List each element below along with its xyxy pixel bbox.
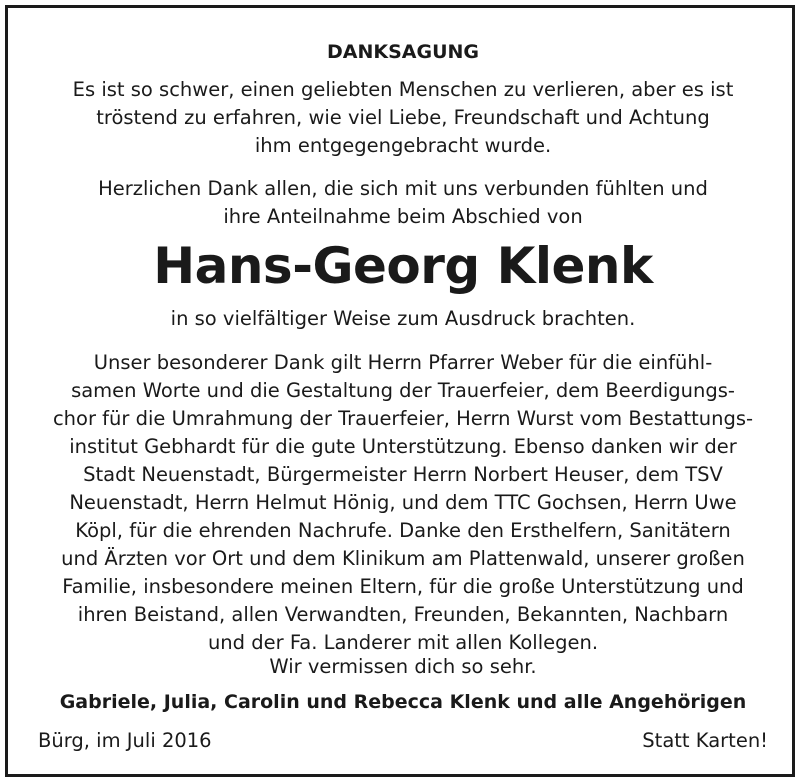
intro-paragraph xyxy=(32,76,774,160)
special-thanks-line: und Ärzten vor Ort und dem Klinikum am Plattenwald, unserer großen xyxy=(61,547,745,570)
special-thanks-line: Neuenstadt, Herrn Helmut Hönig, und dem TTC Gochsen, Herrn Uwe xyxy=(69,491,737,514)
special-thanks-line: und der Fa. Landerer mit allen Kollegen. xyxy=(207,631,599,654)
special-thanks-line: Köpl, für die ehrenden Nachrufe. Danke den Ersthelfern, Sanitätern xyxy=(75,519,731,542)
place-date: Bürg, im Juli 2016 xyxy=(38,729,212,752)
no-cards-note: Statt Karten! xyxy=(642,729,768,752)
special-thanks-line: Stadt Neuenstadt, Bürgermeister Herrn Norbert Heuser, dem TSV xyxy=(83,463,723,486)
notice-heading: DANKSAGUNG xyxy=(326,41,479,63)
obituary-notice xyxy=(8,8,798,780)
after-name-line: in so vielfältiger Weise zum Ausdruck brachten. xyxy=(170,307,636,330)
special-thanks-line: ihren Beistand, allen Verwandten, Freunden, Bekannten, Nachbarn xyxy=(77,603,729,626)
thanks-paragraph xyxy=(32,175,774,231)
special-thanks-line: Unser besonderer Dank gilt Herrn Pfarrer Weber für die einfühl- xyxy=(93,351,713,374)
after-name-paragraph xyxy=(32,305,774,333)
intro-line: ihm entgegengebracht wurde. xyxy=(254,134,552,157)
signature-line: Gabriele, Julia, Carolin und Rebecca Klenk und alle Angehörigen xyxy=(59,691,747,713)
intro-line: tröstend zu erfahren, wie viel Liebe, Freundschaft und Achtung xyxy=(96,106,710,129)
thanks-line: ihre Anteilnahme beim Abschied von xyxy=(223,205,583,228)
deceased-name: Hans-Georg Klenk xyxy=(153,237,653,295)
special-thanks-line: samen Worte und die Gestaltung der Trauerfeier, dem Beerdigungs- xyxy=(71,379,735,402)
intro-line: Es ist so schwer, einen geliebten Menschen zu verlieren, aber es ist xyxy=(72,78,734,101)
special-thanks-line: chor für die Umrahmung der Trauerfeier, Herrn Wurst vom Bestattungs- xyxy=(52,407,754,430)
special-thanks-line: Familie, insbesondere meinen Eltern, für die große Unterstützung und xyxy=(62,575,744,598)
closing-paragraph xyxy=(32,653,774,681)
special-thanks-paragraph xyxy=(32,349,774,657)
special-thanks-line: institut Gebhardt für die gute Unterstützung. Ebenso danken wir der xyxy=(69,435,737,458)
notice-frame xyxy=(5,5,795,777)
closing-line: Wir vermissen dich so sehr. xyxy=(269,655,537,678)
thanks-line: Herzlichen Dank allen, die sich mit uns verbunden fühlten und xyxy=(98,177,708,200)
